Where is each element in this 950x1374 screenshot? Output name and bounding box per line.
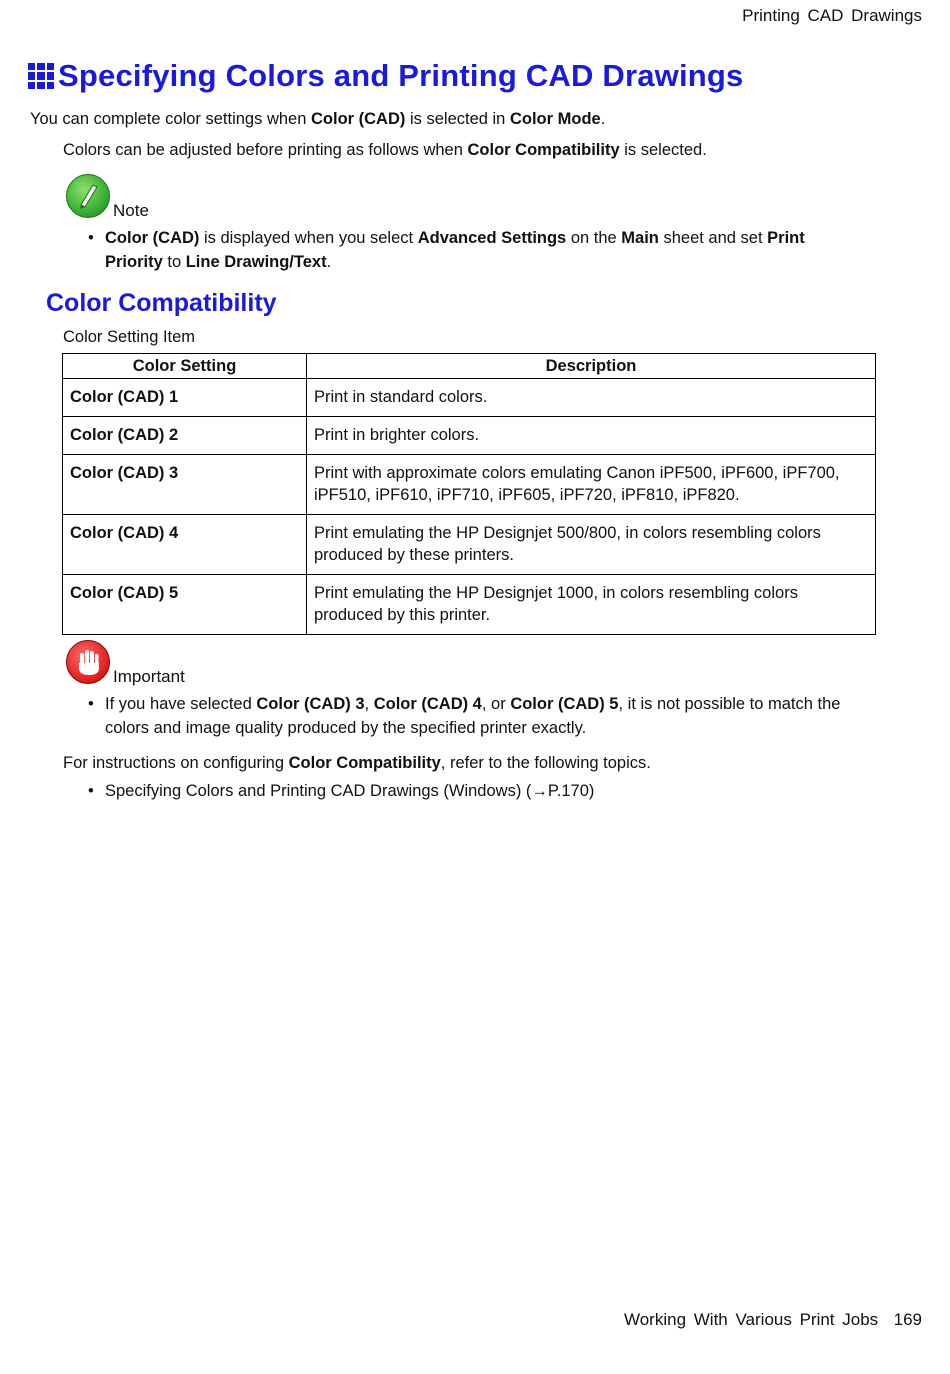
setting-cell: Color (CAD) 2 (63, 417, 307, 455)
table-row (63, 515, 876, 575)
table-row (63, 417, 876, 455)
page-title: Specifying Colors and Printing CAD Drawings (58, 58, 744, 93)
table-row (63, 455, 876, 515)
pencil-note-icon (66, 174, 110, 218)
important-label: Important (113, 667, 185, 686)
header-color-setting: Color Setting (63, 354, 307, 379)
section-title: Color Compatibility (46, 289, 277, 317)
hand-stop-icon (66, 640, 110, 684)
setting-cell: Color (CAD) 4 (63, 515, 307, 575)
topic-link[interactable]: Specifying Colors and Printing CAD Drawings (Windows) (→P.170) (105, 782, 595, 800)
note-label: Note (113, 201, 149, 220)
instructions-paragraph: For instructions on configuring Color Compatibility, refer to the following topics. (63, 754, 651, 772)
important-bullet: • If you have selected Color (CAD) 3, Color (CAD) 4, or Color (CAD) 5, it is not possible to match the colors and image quality produced by the specified printer exactly. (88, 695, 841, 737)
page-footer (624, 1310, 922, 1330)
color-settings-table (62, 353, 876, 635)
setting-cell: Color (CAD) 3 (63, 455, 307, 515)
topic-list-item: • Specifying Colors and Printing CAD Drawings (Windows) (→P.170) (88, 779, 848, 803)
header-description: Description (307, 354, 876, 379)
intro-paragraph-2: Colors can be adjusted before printing as follows when Color Compatibility is selected. (63, 141, 707, 159)
description-cell: Print emulating the HP Designjet 1000, in colors resembling colors produced by this printer. (307, 575, 876, 635)
page-title-block (28, 58, 744, 94)
note-bullet: • Color (CAD) is displayed when you select Advanced Settings on the Main sheet and set Print Priority to Line Drawing/Text. (88, 229, 805, 271)
description-cell: Print emulating the HP Designjet 500/800, in colors resembling colors produced by these printers. (307, 515, 876, 575)
page-number: 169 (893, 1310, 922, 1329)
setting-cell: Color (CAD) 1 (63, 379, 307, 417)
description-cell: Print in standard colors. (307, 379, 876, 417)
running-header: Printing CAD Drawings (742, 6, 922, 25)
table-row (63, 575, 876, 635)
description-cell: Print with approximate colors emulating Canon iPF500, iPF600, iPF700, iPF510, iPF610, iPF710, iPF605, iPF720, iPF810, iPF820. (307, 455, 876, 515)
footer-section: Working With Various Print Jobs (623, 1310, 879, 1329)
grid-icon (28, 63, 54, 89)
table-caption: Color Setting Item (63, 328, 196, 346)
table-row (63, 379, 876, 417)
table-header-row (63, 354, 876, 379)
description-cell: Print in brighter colors. (307, 417, 876, 455)
setting-cell: Color (CAD) 5 (63, 575, 307, 635)
intro-paragraph-1: You can complete color settings when Color (CAD) is selected in Color Mode. (30, 110, 606, 128)
